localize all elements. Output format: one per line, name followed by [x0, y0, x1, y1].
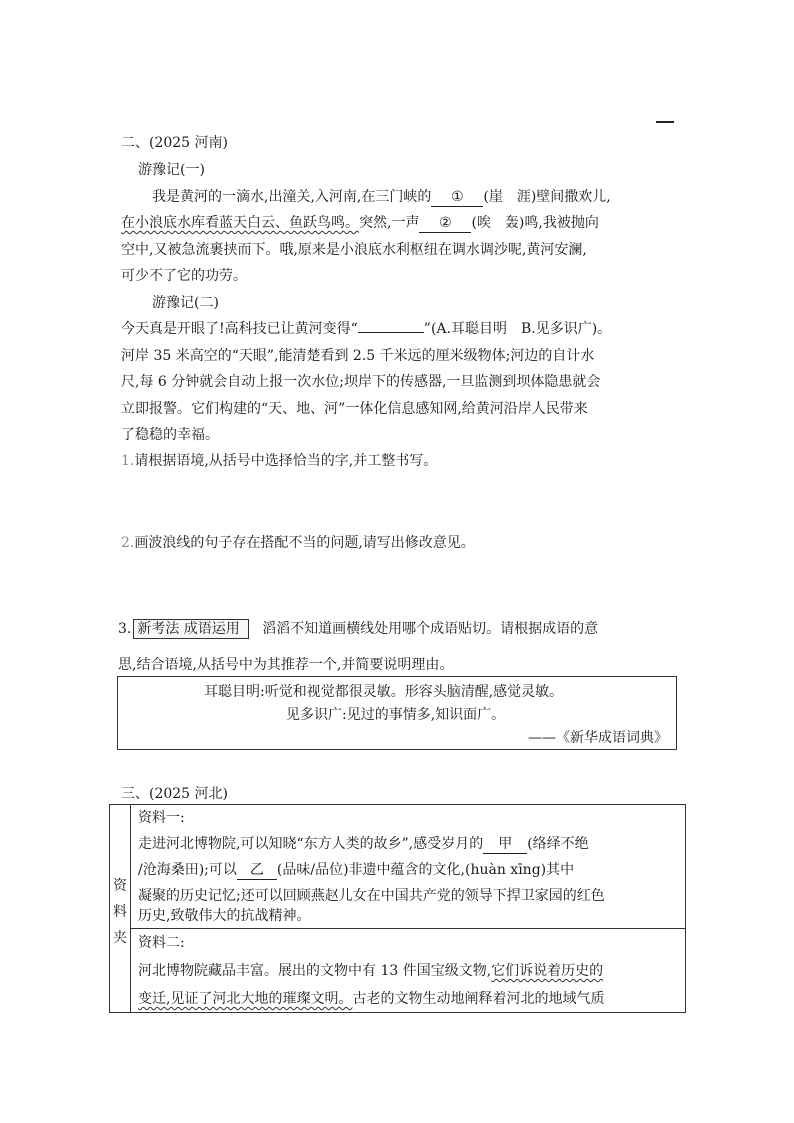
para2-line3: 尺,每 6 分钟就会自动上报一次水位;坝岸下的传感器,一旦监测到坝体隐患就会 [121, 374, 601, 390]
material-2-title: 资料二: [138, 935, 185, 951]
blank-yi: 乙 [237, 862, 277, 880]
side-label-liao: 料 [113, 904, 127, 920]
question-2: 2.画波浪线的句子存在搭配不当的问题,请写出修改意见。 [121, 535, 475, 551]
para1-line2: 在小浪底水库看蓝天白云、鱼跃鸟鸣。突然,一声 ② (唉 轰)鸣,我被抛向 [121, 215, 599, 231]
side-label-jia: 夹 [113, 930, 127, 946]
para2-line1: 今天真是开眼了!高科技已让黄河变得“ ”(A.耳聪目明 B.见多识广)。 [121, 321, 612, 337]
side-label-zi: 资 [113, 878, 127, 894]
para1-line3: 空中,又被急流裹挟而下。哦,原来是小浪底水利枢纽在调水调沙呢,黄河安澜, [121, 242, 587, 258]
blank-1: ① [431, 189, 483, 207]
para1-line1: 我是黄河的一滴水,出潼关,入河南,在三门峡的 ① (崖 涯)壁间撒欢儿, [152, 189, 611, 205]
definition-1: 耳聪目明:听觉和视觉都很灵敏。形容头脑清醒,感觉灵敏。 [204, 684, 564, 700]
material-2-line1: 河北博物院藏品丰富。展出的文物中有 13 件国宝级文物,它们诉说着历史的 [138, 963, 604, 979]
para2-line2: 河岸 35 米高空的“天眼”,能清楚看到 2.5 千米远的厘米级物体;河边的自计水 [121, 348, 595, 364]
blank-jia: 甲 [483, 836, 527, 854]
question-1: 1.请根据语境,从括号中选择恰当的字,并工整书写。 [121, 453, 438, 469]
question-3-line2: 思,结合语境,从括号中为其推荐一个,并简要说明理由。 [118, 657, 454, 673]
definition-2: 见多识广:见过的事情多,知识面广。 [286, 707, 506, 723]
material-1-line1: 走进河北博物院,可以知晓“东方人类的故乡”,感受岁月的 甲 (络绎不绝 [138, 836, 589, 852]
material-1-title: 资料一: [138, 810, 185, 826]
para2-line4: 立即报警。它们构建的“天、地、河”一体化信息感知网,给黄河沿岸人民带来 [121, 401, 588, 417]
material-2-line2: 变迁,见证了河北大地的璀璨文明。古老的文物生动地阐释着河北的地域气质 [138, 991, 605, 1007]
definition-source: ——《新华成语词典》 [528, 730, 668, 746]
material-1-line3: 凝聚的历史记忆;还可以回顾燕赵儿女在中国共产党的领导下捍卫家园的红色 [138, 888, 605, 904]
wavy-sentence: 在小浪底水库看蓝天白云、鱼跃鸟鸣。 [121, 215, 359, 231]
blank-idiom [358, 332, 424, 333]
material-1-line2: /沧海桑田);可以 乙 (品味/品位)非遗中蕴含的文化,(huàn xīng)其中 [138, 862, 575, 878]
section3-heading: 三、(2025 河北) [121, 786, 229, 802]
wavy-sentence-2a: 它们诉说着历史的 [491, 963, 604, 979]
table-horizontal-divider [130, 928, 685, 929]
para1-line4: 可少不了它的功劳。 [121, 268, 247, 284]
table-vertical-divider [130, 805, 131, 1012]
subtitle-youyuji-1: 游豫记(一) [138, 162, 205, 178]
blank-2: ② [419, 215, 471, 233]
material-table [109, 804, 686, 1013]
wavy-sentence-2b: 变迁,见证了河北大地的璀璨文明。 [138, 991, 353, 1007]
question-3-line1: 3. 新考法 成语运用 滔滔不知道画横线处用哪个成语贴切。请根据成语的意 [118, 621, 599, 637]
idiom-definition-box [117, 676, 677, 750]
subtitle-youyuji-2: 游豫记(二) [152, 295, 219, 311]
section2-heading: 二、(2025 河南) [121, 135, 229, 151]
para2-line5: 了稳稳的幸福。 [121, 427, 219, 443]
top-right-dash [656, 121, 674, 123]
material-1-line4: 历史,致敬伟大的抗战精神。 [138, 908, 311, 924]
new-method-tag: 新考法 成语运用 [133, 619, 248, 639]
